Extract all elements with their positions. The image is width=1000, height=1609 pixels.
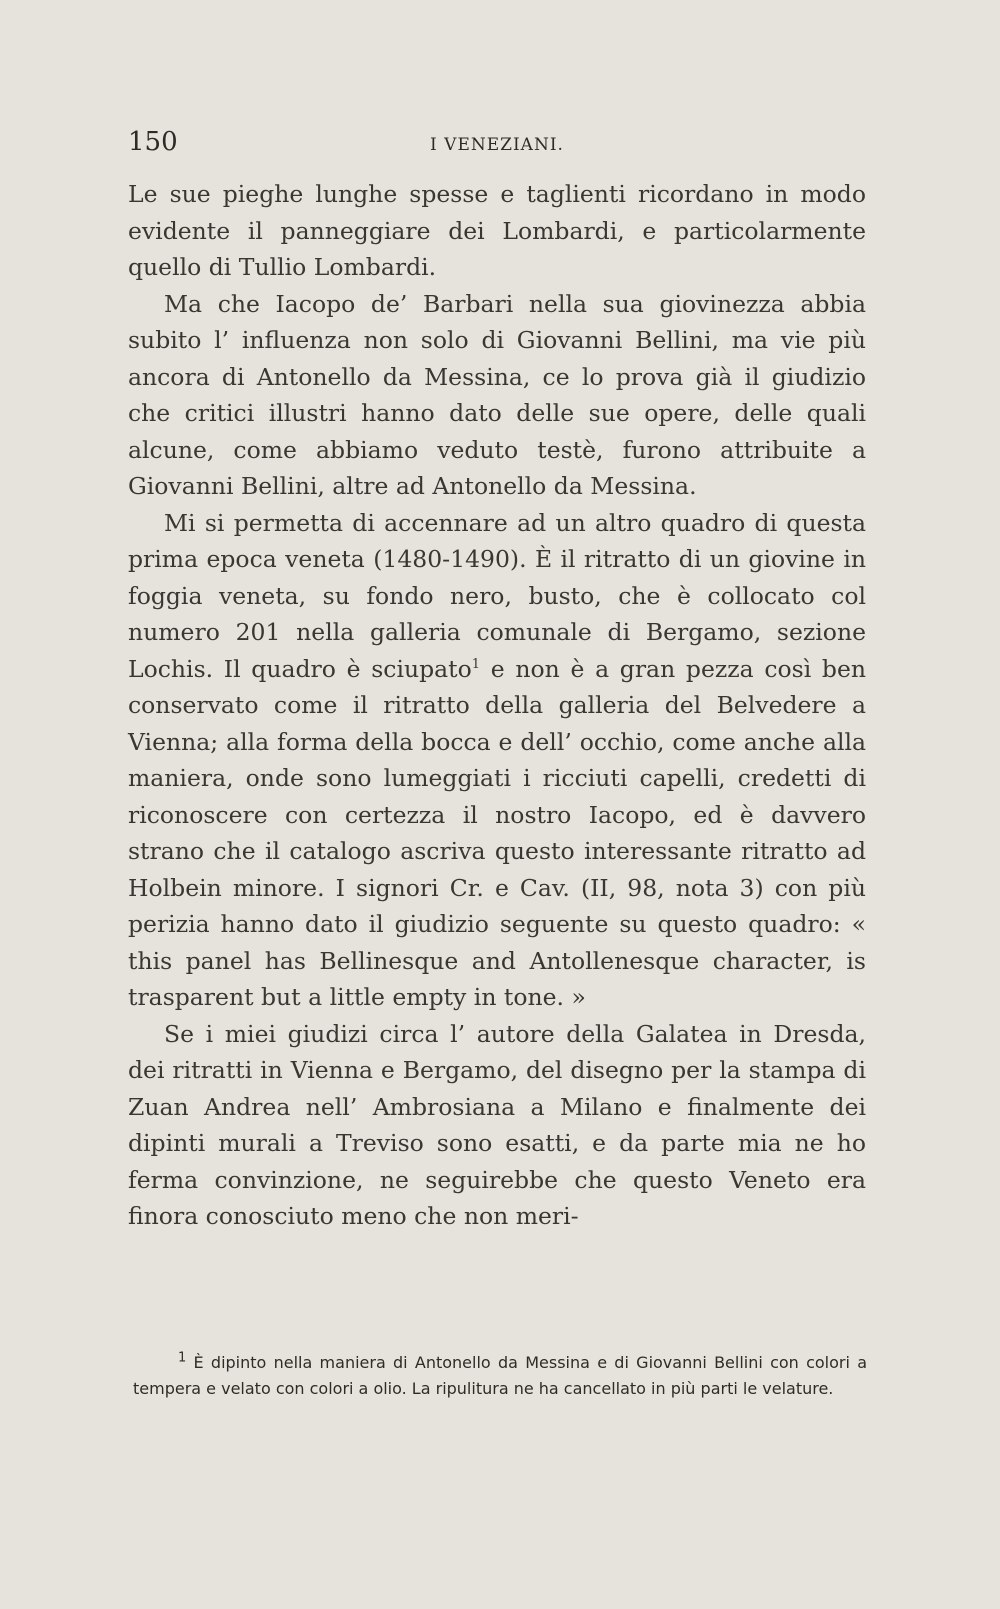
footnote-text: È dipinto nella maniera di Antonello da Messina e di Giovanni Bellini con colori a tempera e velato con colori a olio. La ripulitura ne ha cancellato in più parti le velature. bbox=[133, 1353, 867, 1398]
page-header bbox=[128, 127, 866, 163]
page-number: 150 bbox=[128, 127, 178, 157]
body-text bbox=[128, 176, 866, 1235]
footnote-marker: 1 bbox=[178, 1350, 187, 1366]
paragraph-text: e non è a gran pezza così ben conservato come il ritratto della galleria del Belvedere a Vienna; alla forma della bocca e dell’ occhio, come anche alla maniera, onde sono lumeggiati i ricciuti capelli, credetti di riconoscere con certezza il nostro Iacopo, ed è davvero strano che il catalogo ascriva questo interessante ritratto ad Holbein minore. I signori Cr. e Cav. (II, 98, nota 3) con più perizia hanno dato il giudizio seguente su questo quadro: « this panel has Bellinesque and Antollenesque character, is trasparent but a little empty in tone. » bbox=[128, 654, 866, 1011]
paragraph-text: Mi si permetta di accennare ad un altro quadro di questa prima epoca veneta (1480-1490). È il ritratto di un giovine in foggia veneta, su fondo nero, busto, che è collocato col numero 201 nella galleria comunale di Bergamo, sezione Lochis. Il quadro è sciupato bbox=[128, 508, 866, 683]
footnote-reference: 1 bbox=[471, 656, 481, 672]
running-title: I VENEZIANI. bbox=[430, 135, 564, 155]
paragraph: Ma che Iacopo de’ Barbari nella sua giovinezza abbia subito l’ influenza non solo di Giovanni Bellini, ma vie più ancora di Antonello da Messina, ce lo prova già il giudizio che critici illustri hanno dato delle sue opere, delle quali alcune, come abbiamo veduto testè, furono attribuite a Giovanni Bellini, altre ad Antonello da Messina. bbox=[128, 289, 866, 500]
paragraph: Le sue pieghe lunghe spesse e taglienti ricordano in modo evidente il panneggiare dei Lombardi, e particolarmente quello di Tullio Lombardi. bbox=[128, 180, 866, 281]
paragraph bbox=[128, 505, 866, 1016]
footnotes bbox=[133, 1350, 867, 1402]
paragraph: Se i miei giudizi circa l’ autore della Galatea in Dresda, dei ritratti in Vienna e Bergamo, del disegno per la stampa di Zuan Andrea nell’ Ambrosiana a Milano e finalmente dei dipinti murali a Treviso sono esatti, e da parte mia ne ho ferma convinzione, ne seguirebbe che questo Veneto era finora conosciuto meno che non meri- bbox=[128, 1019, 866, 1230]
footnote bbox=[133, 1350, 867, 1402]
